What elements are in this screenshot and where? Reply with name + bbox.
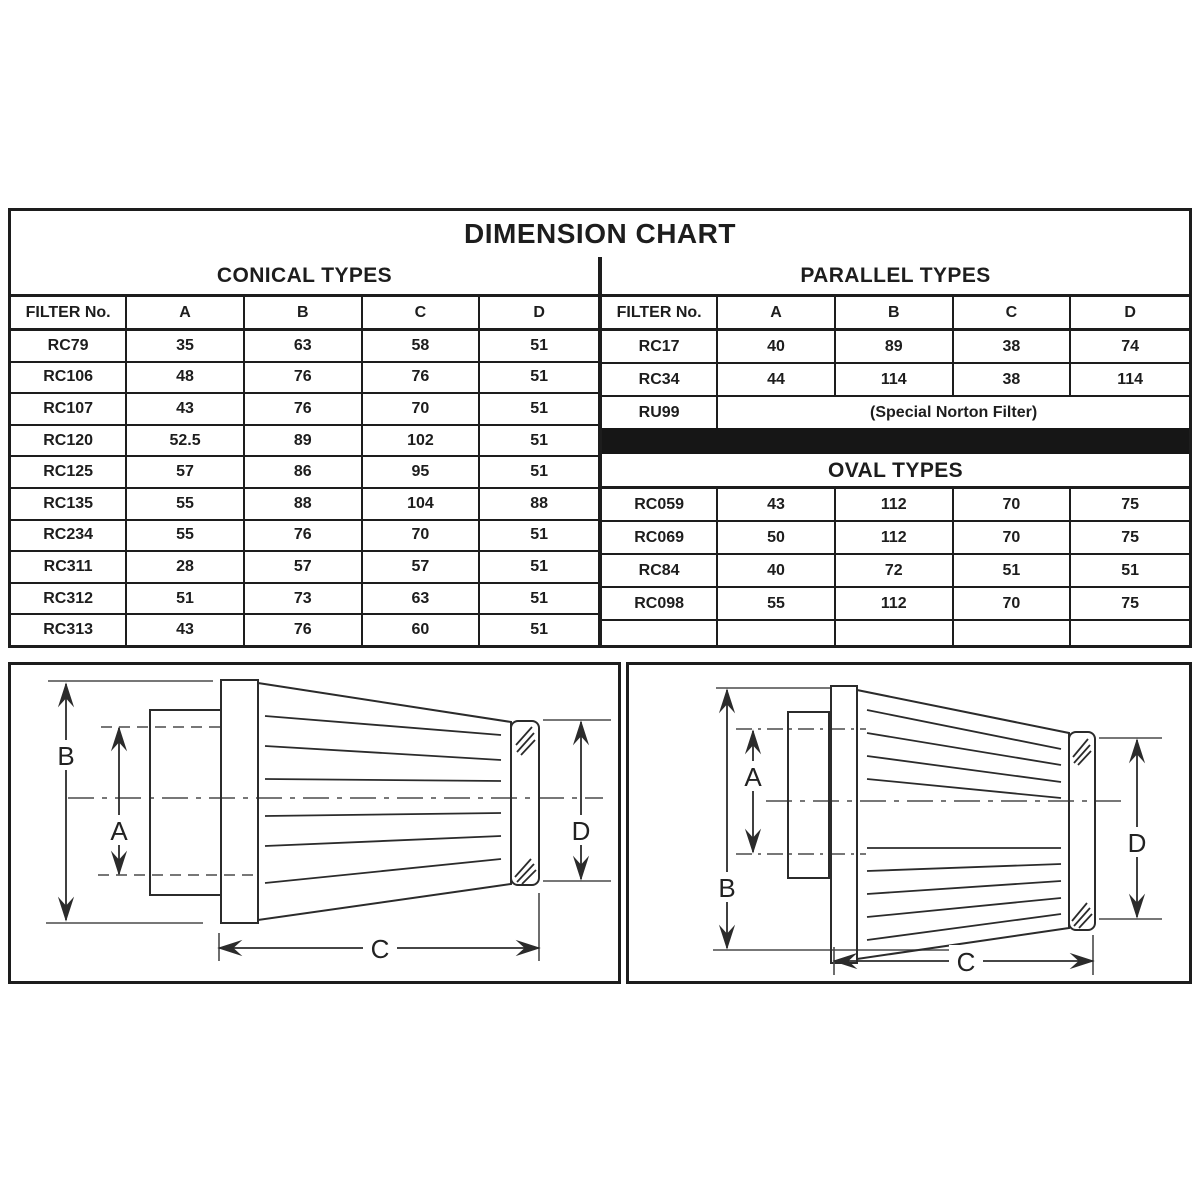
cell-filter: RC17 — [602, 331, 718, 362]
cell-c: 58 — [363, 331, 481, 361]
cell-d: 51 — [530, 399, 549, 417]
cell-b: 86 — [245, 457, 363, 487]
table-row — [602, 331, 1189, 364]
cell-c: 70 — [363, 521, 481, 551]
cell-c: 102 — [363, 426, 481, 456]
conical-filter-diagram-panel — [8, 662, 621, 984]
cell-filter: RC106 — [11, 363, 127, 393]
table-row — [11, 584, 598, 616]
cell-a: 48 — [127, 363, 245, 393]
cell-a: 55 — [718, 588, 836, 619]
cell-a: 40 — [718, 555, 836, 586]
pleat-lines — [867, 710, 1061, 940]
dim-label-d: D — [1127, 828, 1147, 858]
page-title: DIMENSION CHART — [464, 218, 736, 249]
col-c: C — [954, 297, 1072, 328]
cell-c: 57 — [363, 552, 481, 582]
cell-b: 76 — [245, 394, 363, 424]
cell-a: 55 — [127, 489, 245, 519]
table-row — [11, 394, 598, 426]
cell-c: 76 — [363, 363, 481, 393]
cell-b: 72 — [836, 555, 954, 586]
conical-table — [11, 257, 602, 645]
cell-d: 75 — [1121, 528, 1140, 546]
cell-a: 51 — [127, 584, 245, 614]
cell-filter: RC234 — [11, 521, 127, 551]
cell-a: 52.5 — [127, 426, 245, 456]
dim-label-a: A — [110, 816, 128, 846]
cell-c: 60 — [363, 615, 481, 645]
cell-c: 38 — [954, 364, 1072, 395]
cell-a: 50 — [718, 522, 836, 553]
cell-d: 51 — [530, 368, 549, 386]
table-row — [11, 363, 598, 395]
cell-d: 114 — [1117, 370, 1144, 388]
cell-b: 112 — [836, 522, 954, 553]
parallel-filter-diagram-panel — [626, 662, 1192, 984]
base-plate-outline — [831, 686, 857, 963]
cell-filter: RU99 — [602, 397, 718, 428]
dim-label-b: B — [57, 741, 75, 771]
table-row — [11, 552, 598, 584]
table-row-special — [602, 397, 1189, 428]
cell-filter: RC120 — [11, 426, 127, 456]
cell-a: 57 — [127, 457, 245, 487]
cell-c: 70 — [954, 588, 1072, 619]
conical-filter-drawing — [11, 665, 618, 981]
base-plate-outline — [221, 680, 258, 923]
dimension-chart-box — [8, 208, 1192, 648]
col-filter-no: FILTER No. — [602, 297, 718, 328]
table-row — [602, 522, 1189, 555]
cone-outline — [857, 690, 1069, 959]
cell-d: 51 — [530, 463, 549, 481]
table-row — [11, 489, 598, 521]
cap-hatch — [1072, 739, 1092, 928]
cell-filter: RC34 — [602, 364, 718, 395]
col-a: A — [718, 297, 836, 328]
cell-c: 38 — [954, 331, 1072, 362]
cell-a: 35 — [127, 331, 245, 361]
cell-filter: RC125 — [11, 457, 127, 487]
col-a: A — [127, 297, 245, 328]
cell-filter: RC059 — [602, 489, 718, 520]
table-row — [602, 489, 1189, 522]
section-divider-bar — [602, 428, 1189, 454]
cell-filter: RC313 — [11, 615, 127, 645]
dim-label-a: A — [744, 762, 762, 792]
table-row — [11, 457, 598, 489]
cell-filter: RC79 — [11, 331, 127, 361]
conical-header-row — [11, 294, 598, 331]
cell-a: 43 — [127, 615, 245, 645]
cell-a: 55 — [127, 521, 245, 551]
col-filter-no: FILTER No. — [11, 297, 127, 328]
table-row — [11, 521, 598, 553]
cell-b: 63 — [245, 331, 363, 361]
end-cap-outline — [511, 721, 539, 885]
cell-d: 88 — [530, 494, 549, 512]
col-d: D — [533, 303, 545, 321]
dim-label-c: C — [370, 934, 390, 964]
table-row — [11, 331, 598, 363]
cell-c: 95 — [363, 457, 481, 487]
cell-b: 88 — [245, 489, 363, 519]
cell-a: 40 — [718, 331, 836, 362]
table-row — [11, 615, 598, 645]
col-c: C — [363, 297, 481, 328]
cell-filter: RC84 — [602, 555, 718, 586]
table-row — [602, 555, 1189, 588]
col-b: B — [836, 297, 954, 328]
cell-d: 75 — [1121, 495, 1140, 513]
cell-filter: RC098 — [602, 588, 718, 619]
cell-b: 76 — [245, 363, 363, 393]
cell-filter: RC069 — [602, 522, 718, 553]
conical-heading: CONICAL TYPES — [216, 263, 393, 287]
table-row — [602, 588, 1189, 621]
cell-d: 51 — [530, 431, 549, 449]
cell-d: 75 — [1121, 594, 1140, 612]
cell-b: 89 — [245, 426, 363, 456]
cell-filter: RC107 — [11, 394, 127, 424]
cell-b: 76 — [245, 521, 363, 551]
dim-label-d: D — [571, 816, 591, 846]
cap-hatch — [515, 727, 536, 884]
chart-halves — [11, 257, 1189, 645]
parallel-filter-drawing — [629, 665, 1189, 981]
parallel-oval-table — [602, 257, 1189, 645]
cell-d: 51 — [530, 621, 549, 639]
table-row — [11, 426, 598, 458]
cell-d: 51 — [530, 557, 549, 575]
cell-b: 76 — [245, 615, 363, 645]
cell-d: 51 — [530, 526, 549, 544]
cell-special-note: (Special Norton Filter) — [870, 403, 1038, 421]
cell-filter: RC135 — [11, 489, 127, 519]
cell-a: 43 — [127, 394, 245, 424]
table-row — [602, 364, 1189, 397]
parallel-header-row — [602, 294, 1189, 331]
cell-a: 44 — [718, 364, 836, 395]
cell-filter: RC311 — [11, 552, 127, 582]
cell-c: 70 — [954, 489, 1072, 520]
collar-outline — [150, 710, 221, 895]
cell-d: 74 — [1121, 337, 1140, 355]
cell-b: 112 — [836, 588, 954, 619]
cell-c: 51 — [954, 555, 1072, 586]
col-b: B — [245, 297, 363, 328]
cell-a: 28 — [127, 552, 245, 582]
cell-filter: RC312 — [11, 584, 127, 614]
cell-c: 104 — [363, 489, 481, 519]
cell-c: 70 — [363, 394, 481, 424]
dim-label-b: B — [718, 873, 736, 903]
cell-b: 112 — [836, 489, 954, 520]
oval-heading: OVAL TYPES — [602, 454, 1189, 489]
cell-d: 51 — [1121, 561, 1140, 579]
cell-b: 73 — [245, 584, 363, 614]
dim-label-c: C — [956, 947, 976, 977]
parallel-heading: PARALLEL TYPES — [800, 263, 991, 287]
cell-b: 89 — [836, 331, 954, 362]
cell-b: 57 — [245, 552, 363, 582]
empty-grid-area — [602, 621, 1189, 645]
cell-d: 51 — [530, 589, 549, 607]
col-d: D — [1124, 303, 1136, 321]
collar-outline — [788, 712, 829, 878]
pleat-lines — [265, 716, 501, 883]
cell-a: 43 — [718, 489, 836, 520]
cell-b: 114 — [836, 364, 954, 395]
cell-c: 70 — [954, 522, 1072, 553]
cell-d: 51 — [530, 336, 549, 354]
cell-c: 63 — [363, 584, 481, 614]
